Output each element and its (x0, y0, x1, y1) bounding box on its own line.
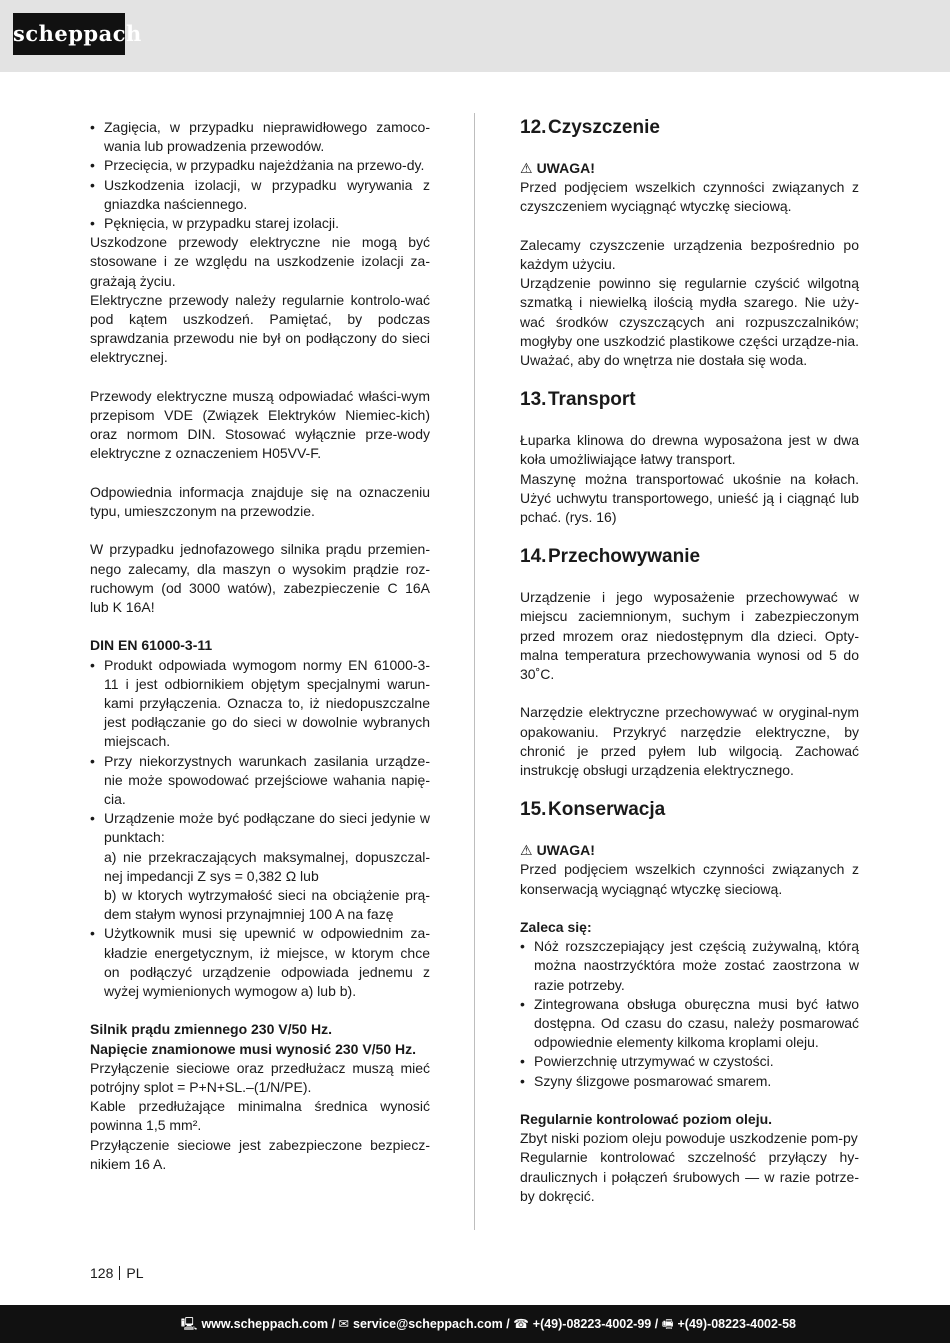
mail-icon: ✉ (338, 1317, 349, 1331)
footer-email[interactable]: service@scheppach.com (353, 1317, 503, 1331)
paragraph: Łuparka klinowa do drewna wyposażona jest w dwa koła umożliwiające łatwy transport. (520, 432, 859, 468)
page-footer (0, 1305, 950, 1343)
oil-heading: Regularnie kontrolować poziom oleju. (520, 1111, 773, 1128)
list-item: • Przy niekorzystnych warunkach zasilania urządze-nie może spowodować przejściowe wahania napię-cia. (90, 752, 430, 810)
list-item: • Przecięcia, w przypadku najeżdżania na przewo-dy. (90, 156, 430, 175)
section-title: Transport (548, 389, 636, 411)
right-column (520, 116, 859, 1206)
list-item: • Powierzchnię utrzymywać w czystości. (520, 1052, 859, 1071)
footer-fax: +(49)-08223-4002-58 (677, 1317, 796, 1331)
paragraph: Przed podjęciem wszelkich czynności związanych z konserwacją wyciągnąć wtyczkę sieciową. (520, 861, 859, 897)
paragraph: Elektryczne przewody należy regularnie kontrolo-wać pod kątem uszkodzeń. Pamiętać, by podczas sprawdzania przewodu nie był on podłączony do sieci elektrycznej. (90, 291, 430, 366)
list-item: • Produkt odpowiada wymogom normy EN 61000-3-11 i jest odbiornikiem objętym specjalnymi warun-kami przyłączenia. Oznacza to, iż niedopuszczalne jest podłączanie go do sieci w dowolnie wybranych miejscach. (90, 656, 430, 752)
paragraph: Maszynę można transportować ukośnie na kołach. Użyć uchwytu transportowego, unieść ją i ciągnąć lub pchać. (rys. 16) (520, 470, 859, 526)
motor-heading: Silnik prądu zmiennego 230 V/50 Hz. (90, 1021, 332, 1038)
list-item (90, 809, 430, 924)
warning-label (520, 841, 859, 860)
phone-icon: ☎ (513, 1317, 529, 1331)
list-item: • Zintegrowana obsługa oburęczna musi być łatwo dostępna. Od czasu do czasu, należy posmarować odpowiednie elementy kilkoma kroplami oleju. (520, 995, 859, 1053)
din-heading: DIN EN 61000-3-11 (90, 637, 213, 654)
list-item: • Użytkownik musi się upewnić w odpowiednim za-kładzie energetycznym, iż miejsce, w ktorym chce on podłączyć urządzenie odpowiada jednemu z wyżej wymienionych wymogow a) lub b). (90, 924, 430, 1001)
warning-triangle-icon: ⚠ (520, 842, 533, 859)
section-heading-transport (520, 388, 859, 412)
footer-separator: / (328, 1317, 339, 1331)
page-number (90, 1265, 143, 1281)
page-header (0, 0, 950, 72)
column-divider (474, 113, 475, 1230)
page-language: PL (126, 1265, 144, 1281)
paragraph: Regularnie kontrolować szczelność przyłączy hy-draulicznych i połączeń śrubowych — w razie potrze-by dokręcić. (520, 1149, 859, 1204)
section-number: 14. (520, 546, 547, 568)
paragraph: Odpowiednia informacja znajduje się na oznaczeniu typu, umieszczonym na przewodzie. (90, 483, 430, 520)
paragraph: Przewody elektryczne muszą odpowiadać właści-wym przepisom VDE (Związek Elektryków Niemiec-kich) oraz normom DIN. Stosować wyłącznie prze-wody elektryczne z oznaczeniem H05VV-F. (90, 387, 430, 462)
list-item-text: b) w ktorych wytrzymałość sieci na obciążenie prą-dem stałym wynosi przynajmniej 100 A na fazę (104, 887, 430, 923)
footer-separator: / (651, 1317, 662, 1331)
computer-icon: 🖳 (180, 1317, 198, 1331)
section-number: 12. (520, 117, 547, 138)
paragraph: Urządzenie i jego wyposażenie przechowywać w miejscu zaciemnionym, suchym i zabezpieczonym przed mrozem oraz niedostępnym dla dzieci. Opty-malna temperatura przechowywania wynosi od 5 do 30˚C. (520, 589, 859, 683)
section-number: 13. (520, 389, 547, 411)
page-number-value: 128 (90, 1265, 114, 1281)
paragraph: Uszkodzone przewody elektryczne nie mogą być stosowane i ze względu na uszkodzenie izolacji za-grażają życiu. (90, 234, 430, 289)
section-title: Czyszczenie (548, 117, 660, 138)
paragraph: Kable przedłużające minimalna średnica wynosić powinna 1,5 mm². (90, 1098, 430, 1134)
list-item-text: • Urządzenie może być podłączane do sieci jedynie w punktach: (104, 810, 430, 846)
list-item: • Szyny ślizgowe posmarować smarem. (520, 1072, 859, 1091)
paragraph: Przed podjęciem wszelkich czynności związanych z czyszczeniem wyciągnąć wtyczkę sieciową. (520, 179, 859, 215)
voltage-heading: Napięcie znamionowe musi wynosić 230 V/50 Hz. (90, 1040, 417, 1057)
page-separator (119, 1266, 120, 1280)
section-title: Konserwacja (548, 799, 666, 821)
footer-separator: / (502, 1317, 514, 1331)
section-heading-maintenance (520, 798, 859, 822)
scheppach-logo: scheppach (13, 13, 125, 55)
warning-triangle-icon: ⚠ (520, 160, 533, 176)
list-item: • Zagięcia, w przypadku nieprawidłowego zamoco-wania lub prowadzenia przewodów. (90, 118, 430, 156)
section-number: 15. (520, 799, 547, 821)
list-item: • Pęknięcia, w przypadku starej izolacji. (90, 214, 430, 233)
warning-text: UWAGA! (536, 160, 595, 176)
paragraph: Zbyt niski poziom oleju powoduje uszkodzenie pom-py (520, 1130, 858, 1147)
warning-label (520, 159, 859, 178)
paragraph: Narzędzie elektryczne przechowywać w oryginal-nym opakowaniu. Przykryć narzędzie elektryczne, by chronić je przed pyłem lub wilgocią. Zachować instrukcję obsługi urządzenia elektrycznego. (520, 704, 859, 779)
list-item: • Uszkodzenia izolacji, w przypadku wyrywania z gniazdka naściennego. (90, 176, 430, 214)
footer-website[interactable]: www.scheppach.com (201, 1317, 329, 1331)
footer-phone: +(49)-08223-4002-99 (532, 1317, 652, 1331)
warning-text: UWAGA! (536, 842, 595, 859)
list-item: • Nóż rozszczepiający jest częścią zużywalną, którą można naostrzyćktóra może zostać zaostrzona w razie potrzeby. (520, 937, 859, 995)
paragraph: Przyłączenie sieciowe oraz przedłużacz muszą mieć potrójny splot = P+N+SL.–(1/N/PE). (90, 1059, 430, 1096)
paragraph: Urządzenie powinno się regularnie czyścić wilgotną szmatką i niewielką ilością mydła szarego. Nie uży-wać środków czyszczących ani rozpuszczalników; mogłyby one uszkodzić plastikowe części urządze-nia. Uważać, aby do wnętrza nie dostała się woda. (520, 275, 859, 369)
left-column (90, 118, 430, 1174)
fax-icon: 🖷 (661, 1317, 674, 1331)
paragraph: W przypadku jednofazowego silnika prądu przemien-nego zalecamy, dla maszyn o wysokim prądzie roz-ruchowym (od 3000 watów), zabezpieczenie C 16A lub K 16A! (90, 541, 430, 616)
section-title: Przechowywanie (548, 546, 701, 568)
list-item-text: a) nie przekraczających maksymalnej, dopuszczal-nej impedancji Z sys = 0,382 Ω lub (104, 848, 430, 884)
section-heading-cleaning (520, 116, 859, 140)
recommend-heading: Zaleca się: (520, 919, 592, 936)
paragraph: Przyłączenie sieciowe jest zabezpieczone bezpiecz-nikiem 16 A. (90, 1136, 430, 1172)
section-heading-storage (520, 545, 859, 569)
paragraph: Zalecamy czyszczenie urządzenia bezpośrednio po każdym użyciu. (520, 236, 859, 272)
